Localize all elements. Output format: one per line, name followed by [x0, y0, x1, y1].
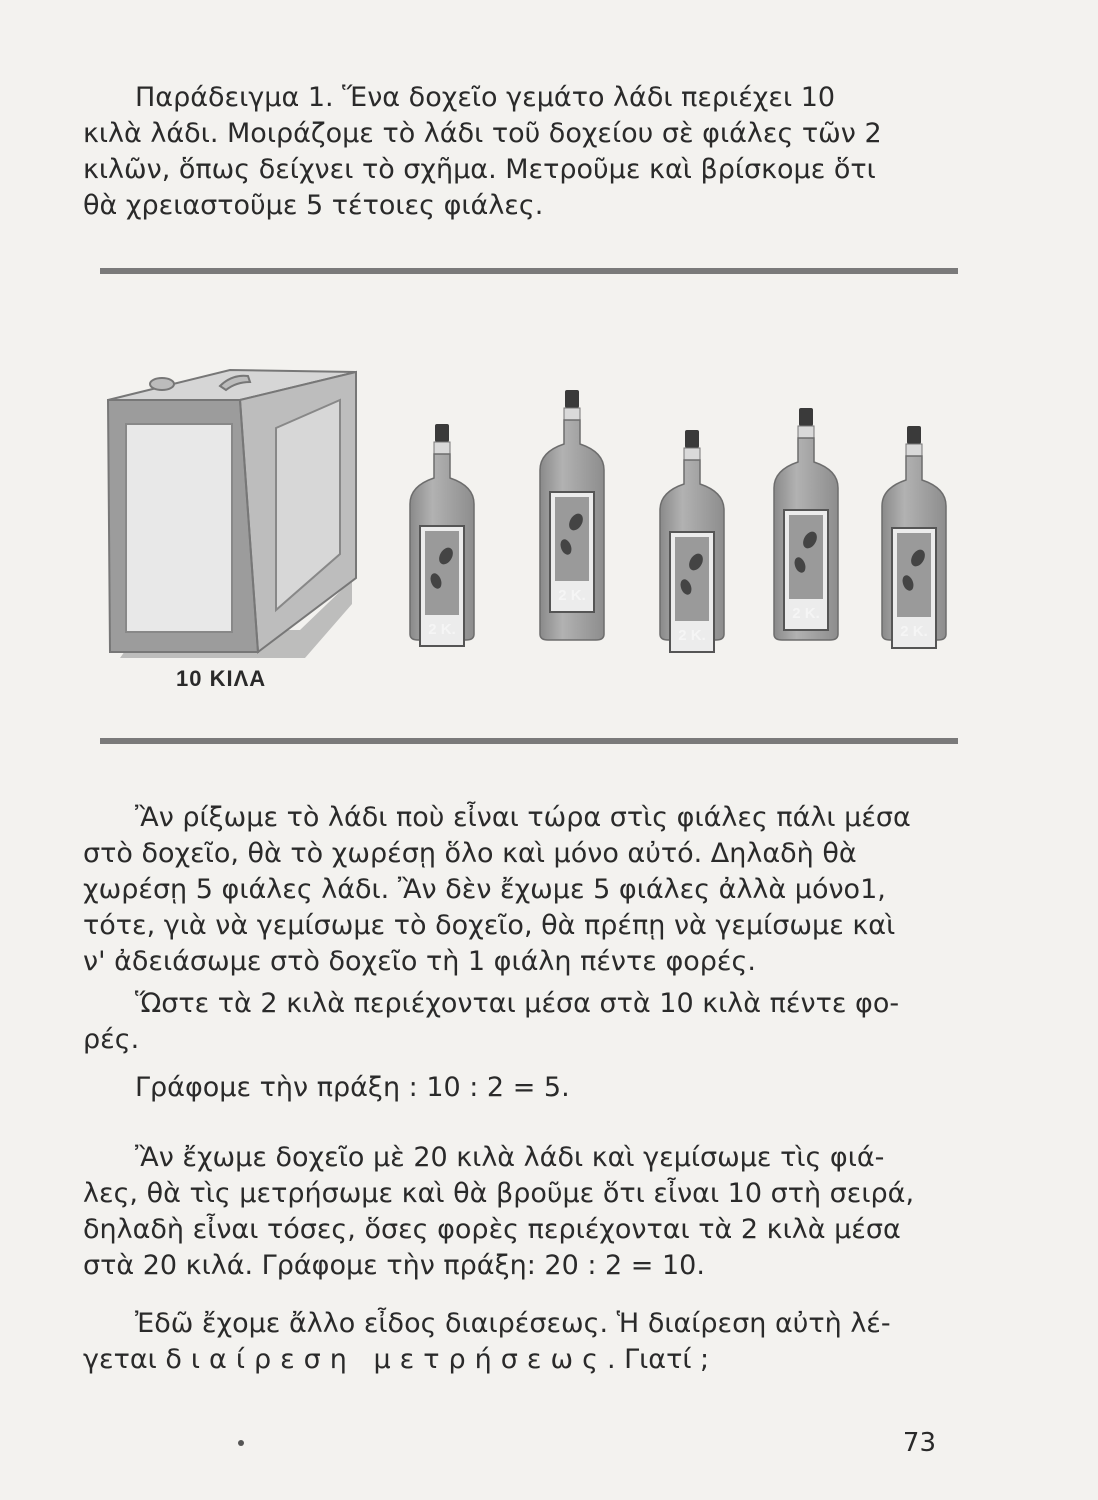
text-line: στὸ δοχεῖο, θὰ τὸ χωρέσῃ ὅλο καὶ μόνο αὐτό. Δηλαδὴ θὰ: [83, 838, 857, 869]
bottle: [774, 408, 838, 640]
paragraph-second-example: [83, 1140, 953, 1284]
page-number: 73: [902, 1428, 936, 1458]
text-line: Ἂν ἔχωμε δοχεῖο μὲ 20 κιλὰ λάδι καὶ γεμίσωμε τὶς φιά-: [135, 1142, 885, 1173]
top-divider: [100, 268, 958, 274]
text-line: Παράδειγμα 1. Ἕνα δοχεῖο γεμάτο λάδι περιέχει 10: [135, 82, 836, 113]
paragraph-conclusion: [83, 986, 953, 1058]
text-line: ν' ἀδειάσωμε στὸ δοχεῖο τὴ 1 φιάλη πέντε φορές.: [83, 946, 756, 977]
illustration-svg: [100, 288, 958, 728]
text-line: κιλὰ λάδι. Μοιράζομε τὸ λάδι τοῦ δοχείου σὲ φιάλες τῶν 2: [83, 118, 882, 149]
bottle-label: 2 K.: [558, 587, 586, 604]
text-fragment: . Γιατί ;: [606, 1344, 710, 1375]
text-line: χωρέσῃ 5 φιάλες λάδι. Ἂν δὲν ἔχωμε 5 φιάλες ἀλλὰ μόνο1,: [83, 874, 886, 905]
text-line: λες, θὰ τὶς μετρήσωμε καὶ θὰ βροῦμε ὅτι εἶναι 10 στὴ σειρά,: [83, 1178, 915, 1209]
equation-line: [83, 1070, 953, 1106]
text-line: [83, 1342, 953, 1378]
text-line: ρές.: [83, 1024, 140, 1055]
bottles-group: [410, 390, 946, 652]
bottle-label: 2 K.: [678, 627, 706, 644]
text-line: στὰ 20 κιλά. Γράφομε τὴν πράξη: 20 : 2 = 10.: [83, 1250, 705, 1281]
bottle: [540, 390, 604, 640]
bottle-label: 2 K.: [792, 605, 820, 622]
text-line: τότε, γιὰ νὰ γεμίσωμε τὸ δοχεῖο, θὰ πρέπῃ νὰ γεμίσωμε καὶ: [83, 910, 896, 941]
text-line: κιλῶν, ὅπως δείχνει τὸ σχῆμα. Μετροῦμε καὶ βρίσκομε ὅτι: [83, 154, 876, 185]
equation-text: Γράφομε τὴν πράξη : 10 : 2 = 5.: [135, 1072, 570, 1103]
bottle: [882, 426, 946, 648]
can-label: 10 ΚΙΛΑ: [176, 666, 267, 691]
bottle: [410, 424, 474, 646]
bottle-label: 2 K.: [900, 623, 928, 640]
paragraph-definition: [83, 1306, 953, 1378]
text-line: Ἐδῶ ἔχομε ἄλλο εἶδος διαιρέσεως. Ἡ διαίρεση αὐτὴ λέ-: [135, 1308, 891, 1339]
print-dot: [238, 1440, 244, 1446]
text-line: Ὥστε τὰ 2 κιλὰ περιέχονται μέσα στὰ 10 κιλὰ πέντε φο-: [135, 988, 900, 1019]
bottle: [660, 430, 724, 652]
text-line: δηλαδὴ εἶναι τόσες, ὅσες φορὲς περιέχονται τὰ 2 κιλὰ μέσα: [83, 1214, 901, 1245]
text-line: Ἂν ρίξωμε τὸ λάδι ποὺ εἶναι τώρα στὶς φιάλες πάλι μέσα: [135, 802, 911, 833]
oil-can: [108, 370, 356, 658]
illustration: [100, 288, 958, 728]
text-line: θὰ χρειαστοῦμε 5 τέτοιες φιάλες.: [83, 190, 544, 221]
paragraph-explanation: [83, 800, 953, 980]
bottom-divider: [100, 738, 958, 744]
text-fragment: γεται: [83, 1344, 166, 1375]
paragraph-example: [83, 80, 953, 224]
bottle-label: 2 K.: [428, 621, 456, 638]
term-division-by-measurement: διαίρεση μετρήσεως: [165, 1344, 607, 1375]
